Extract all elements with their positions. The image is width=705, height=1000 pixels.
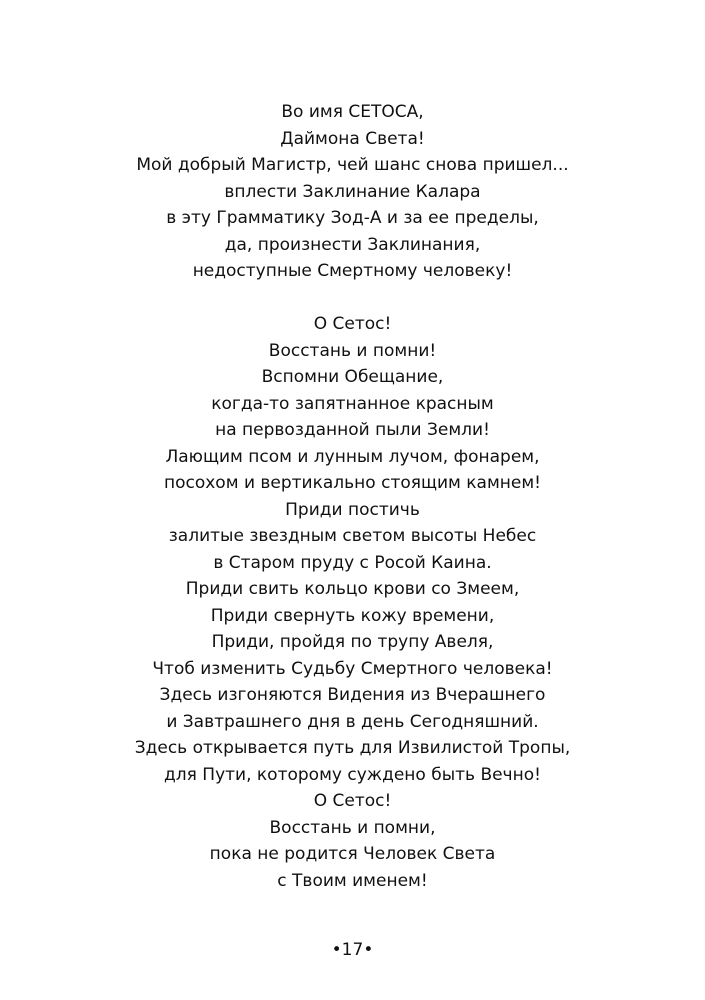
invocation-stanza-2 (0, 311, 705, 894)
poem-line: О Сетос! (313, 314, 392, 334)
poem-line: в эту Грамматику Зод-А и за ее пределы, (166, 208, 539, 228)
poem-line: на первозданной пыли Земли! (215, 420, 490, 440)
poem-line: с Твоим именем! (277, 870, 428, 891)
poem-line: Даймона Света! (280, 128, 425, 149)
poem-line: посохом и вертикально стоящим камнем! (163, 473, 541, 493)
poem-line: Приди свернуть кожу времени, (210, 605, 495, 626)
poem-line: Здесь изгоняются Видения из Вчерашнего (159, 685, 546, 705)
poem-line: для Пути, которому суждено быть Вечно! (164, 764, 541, 785)
poem-line: О Сетос! (313, 791, 392, 811)
poem-line: Приди постичь (285, 499, 420, 520)
poem-line: пока не родится Человек Света (209, 844, 496, 864)
poem-line: Восстань и помни! (268, 340, 437, 361)
poem-line: в Старом пруду с Росой Каина. (213, 552, 492, 573)
poem-line: залитые звездным светом высоты Небес (168, 526, 537, 546)
poem-line: и Завтрашнего дня в день Сегодняшний. (166, 711, 539, 732)
poem-line: Мой добрый Магистр, чей шанс снова пришел... (136, 155, 569, 175)
page-number: •17• (331, 940, 374, 960)
poem-line: Здесь открывается путь для Извилистой Тропы, (134, 738, 571, 758)
poem-line: недоступные Смертному человеку! (192, 261, 513, 281)
poem-line: Приди, пройдя по трупу Авеля, (211, 632, 494, 652)
poem-line: Восстань и помни, (269, 817, 436, 838)
poem-line: Во имя СЕТОСА, (281, 102, 424, 122)
invocation-stanza-1 (0, 99, 705, 285)
poem-line: Вспомни Обещание, (261, 367, 444, 387)
poem-line: вплести Заклинание Калара (224, 181, 481, 202)
poem-line: Чтоб изменить Судьбу Смертного человека! (152, 658, 553, 679)
poem-line: Приди свить кольцо крови со Змеем, (185, 579, 520, 599)
poem-line: когда-то запятнанное красным (211, 393, 494, 414)
poem-line: Лающим псом и лунным лучом, фонарем, (165, 446, 540, 467)
poem-line: да, произнести Заклинания, (224, 234, 481, 255)
